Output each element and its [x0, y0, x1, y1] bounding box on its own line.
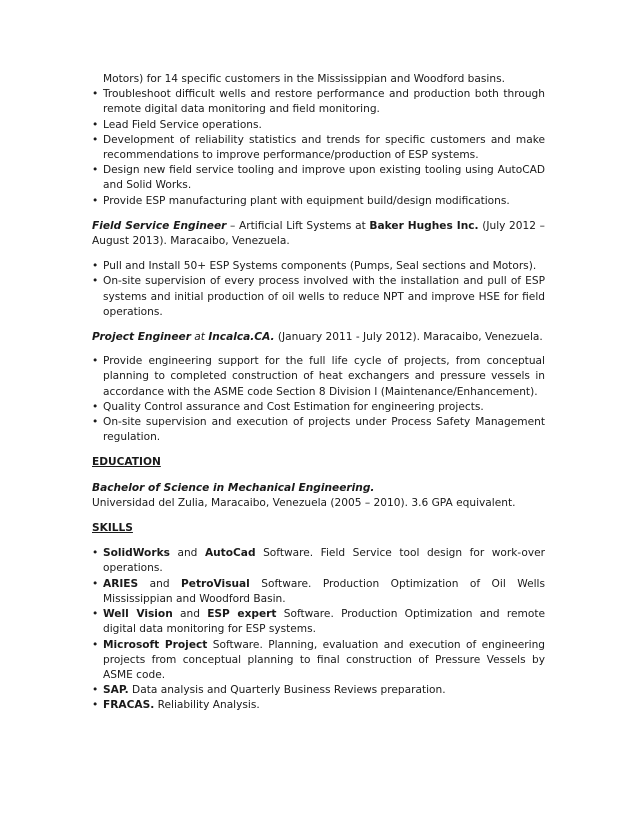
- job1-duty-3: • Development of reliability statistics and trends for specific customers and make recommendations to improve performance/production of ESP systems.: [92, 133, 545, 163]
- skills-heading: SKILLS: [92, 522, 133, 535]
- skill-5-desc: Reliability Analysis.: [154, 699, 260, 712]
- skill-item-4: [92, 683, 545, 698]
- skill-2-desc: Software. Production Optimization and remote digital data monitoring for ESP systems.: [103, 608, 546, 636]
- skill-3-name-a: Microsoft Project: [103, 638, 208, 651]
- job1-duties-list: [92, 72, 545, 209]
- job2-post: (July 2012 – August 2013). Maracaibo, Venezuela.: [92, 219, 545, 248]
- job3-duty-2: • On-site supervision and execution of projects under Process Safety Management regulation.: [92, 415, 545, 445]
- job2-duty-1: • On-site supervision of every process involved with the installation and pull of ESP systems and initial production of oil wells to reduce NPT and improve HSE for field operations.: [92, 274, 545, 320]
- job3-company: Incalca.CA.: [208, 331, 275, 344]
- skill-2-name-a: Well Vision: [103, 608, 173, 621]
- skill-0-desc: Software. Field Service tool design for work-over operations.: [103, 547, 546, 575]
- skill-1-desc: Software. Production Optimization of Oil Wells Mississippian and Woodford Basin.: [103, 577, 545, 605]
- job3-duty-1: • Quality Control assurance and Cost Estimation for engineering projects.: [92, 400, 545, 415]
- job3-header: [92, 330, 545, 345]
- resume-content: [92, 72, 545, 714]
- job3-title: Project Engineer: [92, 331, 191, 344]
- skill-4-desc: Data analysis and Quarterly Business Reviews preparation.: [128, 684, 446, 697]
- job1-duty-1: • Troubleshoot difficult wells and restore performance and production both through remote digital data monitoring and field monitoring.: [92, 87, 545, 117]
- job3-duty-0: • Provide engineering support for the full life cycle of projects, from conceptual planning to completed construction of heat exchangers and pressure vessels in accordance with the ASME code Section 8 Division I (Maintenance/Enhancement).: [92, 354, 545, 400]
- skill-4-name-a: SAP.: [103, 684, 129, 697]
- job2-duty-0: • Pull and Install 50+ ESP Systems components (Pumps, Seal sections and Motors).: [92, 259, 545, 274]
- job3-at: at: [190, 331, 209, 344]
- skill-0-name-a: SolidWorks: [103, 547, 170, 560]
- skill-1-name-b: PetroVisual: [181, 577, 250, 590]
- skill-item-5: [92, 698, 545, 713]
- skill-item-2: [92, 607, 545, 637]
- job2-pre: – Artificial Lift Systems at: [226, 219, 370, 232]
- job2-header: [92, 219, 545, 249]
- job2-title: Field Service Engineer: [92, 219, 227, 232]
- job1-duty-2: • Lead Field Service operations.: [92, 118, 545, 133]
- skill-1-join: and: [138, 577, 182, 590]
- job3-post: (January 2011 - July 2012). Maracaibo, Venezuela.: [274, 331, 543, 344]
- skill-2-join: and: [172, 608, 208, 621]
- skill-1-name-a: ARIES: [103, 577, 139, 590]
- skill-item-3: [92, 638, 545, 684]
- skill-3-desc: Software. Planning, evaluation and execution of engineering projects from conceptual planning to final construction of Pressure Vessels by ASME code.: [103, 638, 546, 681]
- job1-duty-5: • Provide ESP manufacturing plant with equipment build/design modifications.: [92, 194, 545, 209]
- skill-item-1: [92, 577, 545, 607]
- job2-company: Baker Hughes Inc.: [369, 219, 479, 232]
- skills-list: [92, 546, 545, 713]
- job1-duty-0: Motors) for 14 specific customers in the Mississippian and Woodford basins.: [103, 73, 505, 85]
- skill-2-name-b: ESP expert: [207, 608, 277, 621]
- job2-duties-list: [92, 259, 545, 320]
- education-degree: Bachelor of Science in Mechanical Engineering.: [92, 481, 375, 494]
- education-heading: EDUCATION: [92, 456, 161, 469]
- job3-duties-list: [92, 354, 545, 445]
- skill-item-0: [92, 546, 545, 576]
- job1-duty-4: • Design new field service tooling and improve upon existing tooling using AutoCAD and Solid Works.: [92, 163, 545, 193]
- education-school: Universidad del Zulia, Maracaibo, Venezuela (2005 – 2010). 3.6 GPA equivalent.: [92, 496, 516, 509]
- skill-5-name-a: FRACAS.: [103, 699, 155, 712]
- skill-0-join: and: [169, 547, 205, 560]
- skill-0-name-b: AutoCad: [204, 547, 256, 560]
